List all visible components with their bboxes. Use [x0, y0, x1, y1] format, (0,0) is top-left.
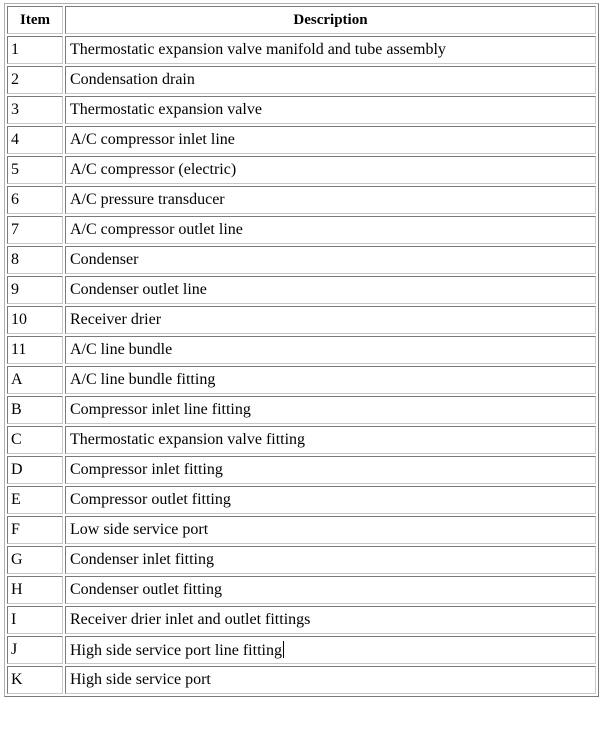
table-row — [7, 66, 596, 94]
description-cell — [65, 546, 596, 574]
table-row — [7, 96, 596, 124]
description-cell — [65, 96, 596, 124]
description-cell — [65, 66, 596, 94]
item-cell: B — [7, 396, 63, 424]
table-row — [7, 126, 596, 154]
description-text: A/C line bundle fitting — [70, 371, 216, 388]
item-cell: 5 — [7, 156, 63, 184]
description-text: Low side service port — [70, 521, 209, 538]
header-row — [7, 6, 596, 34]
item-cell: A — [7, 366, 63, 394]
description-text: Condenser outlet line — [70, 281, 207, 298]
item-cell: 8 — [7, 246, 63, 274]
table-row — [7, 576, 596, 604]
table-row — [7, 606, 596, 634]
description-cell — [65, 516, 596, 544]
item-cell: 11 — [7, 336, 63, 364]
table-row — [7, 36, 596, 64]
item-cell: 7 — [7, 216, 63, 244]
description-cell — [65, 606, 596, 634]
table-row — [7, 216, 596, 244]
component-legend-table — [4, 3, 599, 697]
item-cell: 3 — [7, 96, 63, 124]
description-cell — [65, 216, 596, 244]
description-cell — [65, 246, 596, 274]
item-cell: E — [7, 486, 63, 514]
description-cell — [65, 156, 596, 184]
description-cell — [65, 36, 596, 64]
item-cell: 9 — [7, 276, 63, 304]
description-text: Condensation drain — [70, 71, 195, 88]
table-row — [7, 246, 596, 274]
table-row — [7, 636, 596, 664]
item-cell: H — [7, 576, 63, 604]
description-text: Condenser outlet fitting — [70, 581, 222, 598]
description-text: A/C line bundle — [70, 341, 173, 358]
description-text: High side service port — [70, 671, 211, 688]
table-row — [7, 546, 596, 574]
table-row — [7, 426, 596, 454]
description-text: High side service port line fitting — [70, 641, 282, 659]
description-cell — [65, 636, 596, 664]
table-row — [7, 396, 596, 424]
table-row — [7, 306, 596, 334]
table-row — [7, 156, 596, 184]
description-cell — [65, 306, 596, 334]
item-cell: F — [7, 516, 63, 544]
description-cell — [65, 576, 596, 604]
item-cell: 2 — [7, 66, 63, 94]
description-text: Condenser inlet fitting — [70, 551, 214, 568]
description-text: Compressor outlet fitting — [70, 491, 231, 508]
description-cell — [65, 186, 596, 214]
description-text: Thermostatic expansion valve — [70, 101, 262, 118]
description-text: Compressor inlet fitting — [70, 461, 223, 478]
table-row — [7, 516, 596, 544]
item-cell: D — [7, 456, 63, 484]
description-cell — [65, 126, 596, 154]
description-cell — [65, 366, 596, 394]
table-row — [7, 666, 596, 694]
description-cell — [65, 336, 596, 364]
table-row — [7, 366, 596, 394]
item-cell: C — [7, 426, 63, 454]
text-cursor — [283, 641, 284, 658]
description-cell — [65, 276, 596, 304]
table-row — [7, 336, 596, 364]
description-text: Thermostatic expansion valve fitting — [70, 431, 306, 448]
table-row — [7, 456, 596, 484]
item-cell: 10 — [7, 306, 63, 334]
description-text: Compressor inlet line fitting — [70, 401, 251, 418]
description-text: Condenser — [70, 251, 139, 268]
item-cell: G — [7, 546, 63, 574]
table-row — [7, 486, 596, 514]
description-text: A/C pressure transducer — [70, 191, 225, 208]
table-row — [7, 276, 596, 304]
item-cell: 6 — [7, 186, 63, 214]
item-cell: I — [7, 606, 63, 634]
description-cell — [65, 396, 596, 424]
table-body — [7, 36, 596, 694]
description-text: A/C compressor (electric) — [70, 161, 237, 178]
description-text: A/C compressor outlet line — [70, 221, 243, 238]
table-row — [7, 186, 596, 214]
description-cell — [65, 456, 596, 484]
item-cell: K — [7, 666, 63, 694]
item-column-header: Item — [7, 6, 63, 34]
description-cell — [65, 486, 596, 514]
description-text: Receiver drier — [70, 311, 162, 328]
item-cell: J — [7, 636, 63, 664]
description-text: Receiver drier inlet and outlet fittings — [70, 611, 311, 628]
description-cell — [65, 426, 596, 454]
description-column-header: Description — [65, 6, 596, 34]
description-cell — [65, 666, 596, 694]
item-cell: 4 — [7, 126, 63, 154]
description-text: Thermostatic expansion valve manifold and tube assembly — [70, 41, 446, 58]
item-cell: 1 — [7, 36, 63, 64]
description-text: A/C compressor inlet line — [70, 131, 235, 148]
